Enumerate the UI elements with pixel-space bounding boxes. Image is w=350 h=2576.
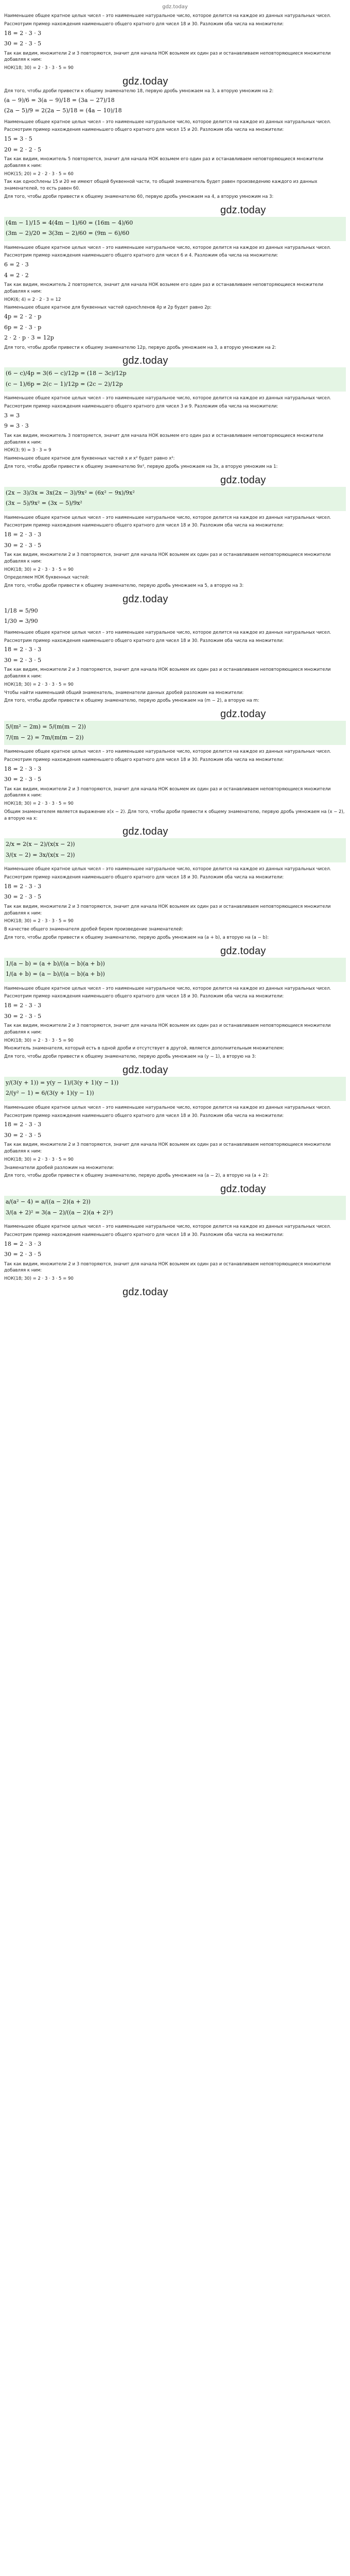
formula-line: 30 = 2 · 3 · 5 — [4, 656, 42, 664]
formula-line: (2x − 3)/3x = 3x(2x − 3)/9x² = (6x² − 9x)/9x² — [6, 489, 135, 496]
text-paragraph: НОК(18; 30) = 2 · 3 · 3 · 5 = 90 — [4, 801, 74, 806]
watermark-text: gdz.today — [122, 826, 168, 838]
text-paragraph: Множитель знаменателя, который есть в одной дроби и отсутствует в другой, является дополнительным множителем: — [4, 1046, 284, 1052]
watermark-text: gdz.today — [122, 75, 168, 87]
solution-block — [4, 866, 346, 941]
formula-line: (c − 1)/6p = 2(c − 1)/12p = (2c − 2)/12p — [6, 380, 123, 387]
text-paragraph: Рассмотрим пример нахождения наименьшего общего кратного для чисел 18 и 30. Разложим оба числа на множители: — [4, 21, 284, 27]
solution-block — [4, 119, 346, 200]
text-paragraph: НОК(18; 30) = 2 · 3 · 3 · 5 = 90 — [4, 1038, 74, 1043]
formula-line: 18 = 2 · 3 · 3 — [4, 1002, 42, 1009]
text-paragraph: Для того, чтобы дроби привести к общему знаменателю, первую дробь умножаем на (y − 1), а вторую на 3: — [4, 1054, 256, 1059]
formula-line: 2/(y² − 1) = 6/(3(y + 1)(y − 1)) — [6, 1090, 94, 1097]
formula-line: (6 − c)/4p = 3(6 − c)/12p = (18 − 3c)/12p — [6, 370, 127, 377]
solution-block — [4, 1077, 346, 1101]
text-paragraph: Наименьшее общее кратное целых чисел – это наименьшее натуральное число, которое делится на каждое из данных натуральных чисел. — [4, 1224, 331, 1229]
formula-line: (a − 9)/6 = 3(a − 9)/18 = (3a − 27)/18 — [4, 96, 115, 104]
formula-line: 1/30 = 3/90 — [4, 618, 38, 625]
solution-content — [4, 13, 346, 1300]
text-paragraph: Так как видим, множитель 5 повторяется, значит для начала НОК возьмем его один раз и останавливаем неповторяющиеся множители добавляя к ним: — [4, 157, 323, 168]
text-paragraph: Так как видим, множители 2 и 3 повторяются, значит для начала НОК возьмем их один раз и останавливаем неповторяющиеся множители добавляя к ним: — [4, 667, 331, 679]
watermark-text: gdz.today — [122, 1286, 168, 1298]
watermark-text: gdz.today — [122, 355, 168, 367]
text-paragraph: НОК(18; 30) = 2 · 3 · 3 · 5 = 90 — [4, 65, 74, 71]
solution-block — [4, 515, 346, 589]
text-paragraph: Так как видим, множители 2 и 3 повторяются, значит для начала НОК возьмем их один раз и останавливаем неповторяющиеся множители добавляя к ним: — [4, 786, 331, 799]
watermark-text: gdz.today — [220, 1183, 266, 1195]
text-paragraph: Наименьшее общее кратное целых чисел – это наименьшее натуральное число, которое делится на каждое из данных натуральных чисел. — [4, 867, 331, 872]
text-paragraph: НОК(18; 30) = 2 · 3 · 3 · 5 = 90 — [4, 567, 74, 572]
text-paragraph: Чтобы найти наименьший общий знаменатель, знаменатели данных дробей разложим на множители: — [4, 690, 244, 696]
formula-line: 30 = 2 · 3 · 5 — [4, 1012, 42, 1020]
text-paragraph: НОК(15; 20) = 2 · 2 · 3 · 5 = 60 — [4, 171, 74, 177]
formula-line: 30 = 2 · 3 · 5 — [4, 1131, 42, 1139]
formula-line: 30 = 2 · 3 · 5 — [4, 40, 42, 47]
text-paragraph: Определяем НОК буквенных частей: — [4, 575, 90, 581]
formula-line: (3x − 5)/9x² = (3x − 5)/9x² — [6, 500, 82, 506]
solution-block — [4, 395, 346, 470]
formula-line: 5/(m² − 2m) = 5/(m(m − 2)) — [6, 723, 86, 730]
text-paragraph: Для того, чтобы дроби привести к общему знаменателю, первую дробь умножаем на 5, а вторую на 3: — [4, 583, 244, 588]
formula-line: 18 = 2 · 3 · 3 — [4, 29, 42, 37]
text-paragraph: Наименьшее общее кратное целых чисел – это наименьшее натуральное число, которое делится на каждое из данных натуральных чисел. — [4, 630, 331, 635]
text-paragraph: Рассмотрим пример нахождения наименьшего общего кратного для чисел 18 и 30. Разложим оба числа на множители: — [4, 994, 284, 999]
text-paragraph: Так как видим, множители 2 и 3 повторяются, значит для начала НОК возьмем их один раз и останавливаем неповторяющиеся множители добавляя к ним: — [4, 1261, 331, 1274]
text-paragraph: Наименьшее общее кратное целых чисел – это наименьшее натуральное число, которое делится на каждое из данных натуральных чисел. — [4, 119, 331, 125]
formula-line: 30 = 2 · 3 · 5 — [4, 776, 42, 783]
text-paragraph: НОК(18; 30) = 2 · 3 · 3 · 5 = 90 — [4, 1157, 74, 1162]
formula-line: a/(a² − 4) = a/((a − 2)(a + 2)) — [6, 1198, 91, 1205]
text-paragraph: Общим знаменателем является выражение x(x − 2). Для того, чтобы дроби привести к общему знаменателю, первую дробь умножаем на (x − 2), а вторую на x: — [4, 809, 345, 821]
formula-line: 18 = 2 · 3 · 3 — [4, 1240, 42, 1247]
text-paragraph: Так как видим, множитель 3 повторяется, значит для начала НОК возьмем его один раз и останавливаем неповторяющиеся множители добавляя к ним: — [4, 433, 323, 445]
text-paragraph: Наименьшее общее кратное целых чисел – это наименьшее натуральное число, которое делится на каждое из данных натуральных чисел. — [4, 1105, 331, 1110]
formula-line: 18 = 2 · 3 · 3 — [4, 765, 42, 772]
formula-line: 3/(x − 2) = 3x/(x(x − 2)) — [6, 851, 75, 858]
text-paragraph: Для того, чтобы дроби привести к общему знаменателю, первую дробь умножаем на (a − 2), а вторую на (a + 2): — [4, 1173, 269, 1179]
formula-line: 1/(a + b) = (a − b)/((a − b)(a + b)) — [6, 971, 105, 977]
text-paragraph: Так как видим, множитель 2 повторяется, значит для начала НОК возьмем его один раз и останавливаем неповторяющиеся множители добавляя к ним: — [4, 282, 323, 294]
formula-line: 6p = 2 · 3 · p — [4, 324, 42, 331]
formula-line: y/(3(y + 1)) = y(y − 1)/(3(y + 1)(y − 1)) — [6, 1079, 119, 1086]
formula-line: 4p = 2 · 2 · p — [4, 313, 42, 320]
text-paragraph: Рассмотрим пример нахождения наименьшего общего кратного для чисел 15 и 20. Разложим оба числа на множители: — [4, 127, 284, 133]
site-header[interactable]: gdz.today — [162, 4, 188, 10]
text-paragraph: Рассмотрим пример нахождения наименьшего общего кратного для чисел 6 и 4. Разложим оба числа на множители: — [4, 253, 278, 259]
watermark-text: gdz.today — [122, 1064, 168, 1076]
text-paragraph: В качестве общего знаменателя дробей берем произведение знаменателей: — [4, 927, 183, 932]
formula-line: 2 · 2 · p · 3 = 12p — [4, 334, 54, 341]
solution-block — [4, 838, 346, 862]
text-paragraph: Наименьшее общее кратное целых чисел – это наименьшее натуральное число, которое делится на каждое из данных натуральных чисел. — [4, 245, 331, 250]
text-paragraph: Наименьшее общее кратное целых чисел – это наименьшее натуральное число, которое делится на каждое из данных натуральных чисел. — [4, 396, 331, 401]
text-paragraph: НОК(18; 30) = 2 · 3 · 3 · 5 = 90 — [4, 682, 74, 687]
solution-block — [4, 721, 346, 745]
text-paragraph: Так как видим, множители 2 и 3 повторяются, значит для начала НОК возьмем их один раз и останавливаем неповторяющиеся множители добавляя к ним: — [4, 50, 331, 63]
solution-block — [4, 13, 346, 72]
solution-block — [4, 217, 346, 241]
formula-line: 6 = 2 · 3 — [4, 261, 29, 268]
text-paragraph: Знаменатели дробей разложим на множители: — [4, 1165, 114, 1171]
text-paragraph: Наименьшее общее кратное для буквенных частей однochленов 4p и 2p будет равно 2p: — [4, 305, 212, 311]
formula-line: (4m − 1)/15 = 4(4m − 1)/60 = (16m − 4)/60 — [6, 219, 133, 226]
text-paragraph: НОК(18; 30) = 2 · 3 · 3 · 5 = 90 — [4, 919, 74, 924]
solution-block — [4, 986, 346, 1060]
solution-block — [4, 749, 346, 822]
text-paragraph: Для того, чтобы дроби привести к общему знаменателю 12p, первую дробь умножаем на 3, а вторую умножим на 2: — [4, 345, 276, 350]
formula-line: 18 = 2 · 3 · 3 — [4, 1121, 42, 1128]
text-paragraph: Так как видим, множители 2 и 3 повторяются, значит для начала НОК возьмем их один раз и останавливаем неповторяющиеся множители добавляя к ним: — [4, 904, 331, 916]
formula-line: 20 = 2 · 2 · 5 — [4, 146, 42, 153]
text-paragraph: Так как видим, множители 2 и 3 повторяются, значит для начала НОК возьмем их один раз и останавливаем неповторяющиеся множители добавляя к ним: — [4, 1142, 331, 1154]
text-paragraph: Так как видим, множители 2 и 3 повторяются, значит для начала НОК возьмем их один раз и останавливаем неповторяющиеся множители добавляя к ним: — [4, 1023, 331, 1035]
text-paragraph: Наименьшее общее кратное целых чисел – это наименьшее натуральное число, которое делится на каждое из данных натуральных чисел. — [4, 515, 331, 520]
formula-line: 18 = 2 · 3 · 3 — [4, 883, 42, 890]
solution-block — [4, 1224, 346, 1282]
watermark-text: gdz.today — [220, 204, 266, 216]
solution-block — [4, 630, 346, 704]
text-paragraph: Рассмотрим пример нахождения наименьшего общего кратного для чисел 18 и 30. Разложим оба числа на множители: — [4, 757, 284, 762]
formula-line: 9 = 3 · 3 — [4, 422, 29, 430]
watermark-text: gdz.today — [220, 708, 266, 720]
text-paragraph: Рассмотрим пример нахождения наименьшего общего кратного для чисел 18 и 30. Разложим оба числа на множители: — [4, 638, 284, 643]
solution-block — [4, 958, 346, 982]
text-paragraph: Для того, чтобы дроби привести к общему знаменателю 60, первую дробь умножаем на 4, а вторую умножим на 3: — [4, 194, 274, 199]
solution-block — [4, 245, 346, 351]
text-paragraph: НОК(6; 4) = 2 · 2 · 3 = 12 — [4, 297, 61, 302]
solution-block — [4, 1196, 346, 1220]
text-paragraph: Наименьшее общее кратное для буквенных частей x и x² будет равно x²: — [4, 456, 175, 461]
watermark-text: gdz.today — [122, 593, 168, 605]
text-paragraph: Рассмотрим пример нахождения наименьшего общего кратного для чисел 18 и 30. Разложим оба числа на множители: — [4, 1113, 284, 1118]
formula-line: 3/(a + 2)² = 3(a − 2)/((a − 2)(a + 2)²) — [6, 1209, 113, 1216]
text-paragraph: Для того, чтобы дроби привести к общему знаменателю, первую дробь умножаем на (m − 2), а вторую на m: — [4, 698, 259, 704]
solution-block — [4, 1105, 346, 1179]
solution-block — [4, 487, 346, 511]
text-paragraph: Рассмотрим пример нахождения наименьшего общего кратного для чисел 18 и 30. Разложим оба числа на множители: — [4, 875, 284, 880]
watermark-text: gdz.today — [220, 945, 266, 957]
text-paragraph: Для того, чтобы дроби привести к общему знаменателю 9x², первую дробь умножаем на 3x, а вторую умножим на 1: — [4, 464, 278, 469]
text-paragraph: Наименьшее общее кратное целых чисел – это наименьшее натуральное число, которое делится на каждое из данных натуральных чисел. — [4, 749, 331, 754]
text-paragraph: Рассмотрим пример нахождения наименьшего общего кратного для чисел 18 и 30. Разложим оба числа на множители: — [4, 523, 284, 529]
watermark-text: gdz.today — [220, 474, 266, 486]
text-paragraph: НОК(3; 9) = 3 · 3 = 9 — [4, 448, 51, 453]
solution-block — [4, 88, 346, 115]
formula-line: 3 = 3 — [4, 412, 20, 419]
solution-block — [4, 607, 346, 626]
formula-line: 15 = 3 · 5 — [4, 135, 32, 142]
text-paragraph: Рассмотрим пример нахождения наименьшего общего кратного для чисел 18 и 30. Разложим оба числа на множители: — [4, 1232, 284, 1238]
solution-block — [4, 367, 346, 392]
text-paragraph: Наименьшее общее кратное целых чисел – это наименьшее натуральное число, которое делится на каждое из данных натуральных чисел. — [4, 13, 331, 19]
formula-line: 1/18 = 5/90 — [4, 607, 38, 614]
text-paragraph: Для того, чтобы дроби привести к общему знаменателю 18, первую дробь умножаем на 3, а вторую умножим на 2: — [4, 88, 274, 94]
text-paragraph: Наименьшее общее кратное целых чисел – это наименьшее натуральное число, которое делится на каждое из данных натуральных чисел. — [4, 986, 331, 991]
formula-line: 1/(a − b) = (a + b)/((a − b)(a + b)) — [6, 960, 105, 967]
text-paragraph: НОК(18; 30) = 2 · 3 · 3 · 5 = 90 — [4, 1276, 74, 1281]
text-paragraph: Так как однochлены 15 и 20 не имеют общей буквенной части, то общий знаменатель будет равен произведению каждого из данных знаменателей, то есть равен 60. — [4, 179, 318, 191]
formula-line: 18 = 2 · 3 · 3 — [4, 531, 42, 538]
text-paragraph: Для того, чтобы дроби привести к общему знаменателю, первую дробь умножаем на (a + b), а вторую на (a − b): — [4, 935, 269, 940]
formula-line: (2a − 5)/9 = 2(2a − 5)/18 = (4a − 10)/18 — [4, 107, 122, 114]
formula-line: 30 = 2 · 3 · 5 — [4, 893, 42, 901]
formula-line: 4 = 2 · 2 — [4, 272, 29, 279]
formula-line: 2/x = 2(x − 2)/(x(x − 2)) — [6, 841, 75, 848]
formula-line: (3m − 2)/20 = 3(3m − 2)/60 = (9m − 6)/60 — [6, 230, 130, 236]
formula-line: 30 = 2 · 3 · 5 — [4, 541, 42, 549]
formula-line: 18 = 2 · 3 · 3 — [4, 646, 42, 653]
text-paragraph: Так как видим, множители 2 и 3 повторяются, значит для начала НОК возьмем их один раз и останавливаем неповторяющиеся множители добавляя к ним: — [4, 552, 331, 564]
formula-line: 7/(m − 2) = 7m/(m(m − 2)) — [6, 734, 84, 741]
formula-line: 30 = 2 · 3 · 5 — [4, 1251, 42, 1258]
text-paragraph: Рассмотрим пример нахождения наименьшего общего кратного для чисел 3 и 9. Разложим оба числа на множители: — [4, 404, 278, 409]
